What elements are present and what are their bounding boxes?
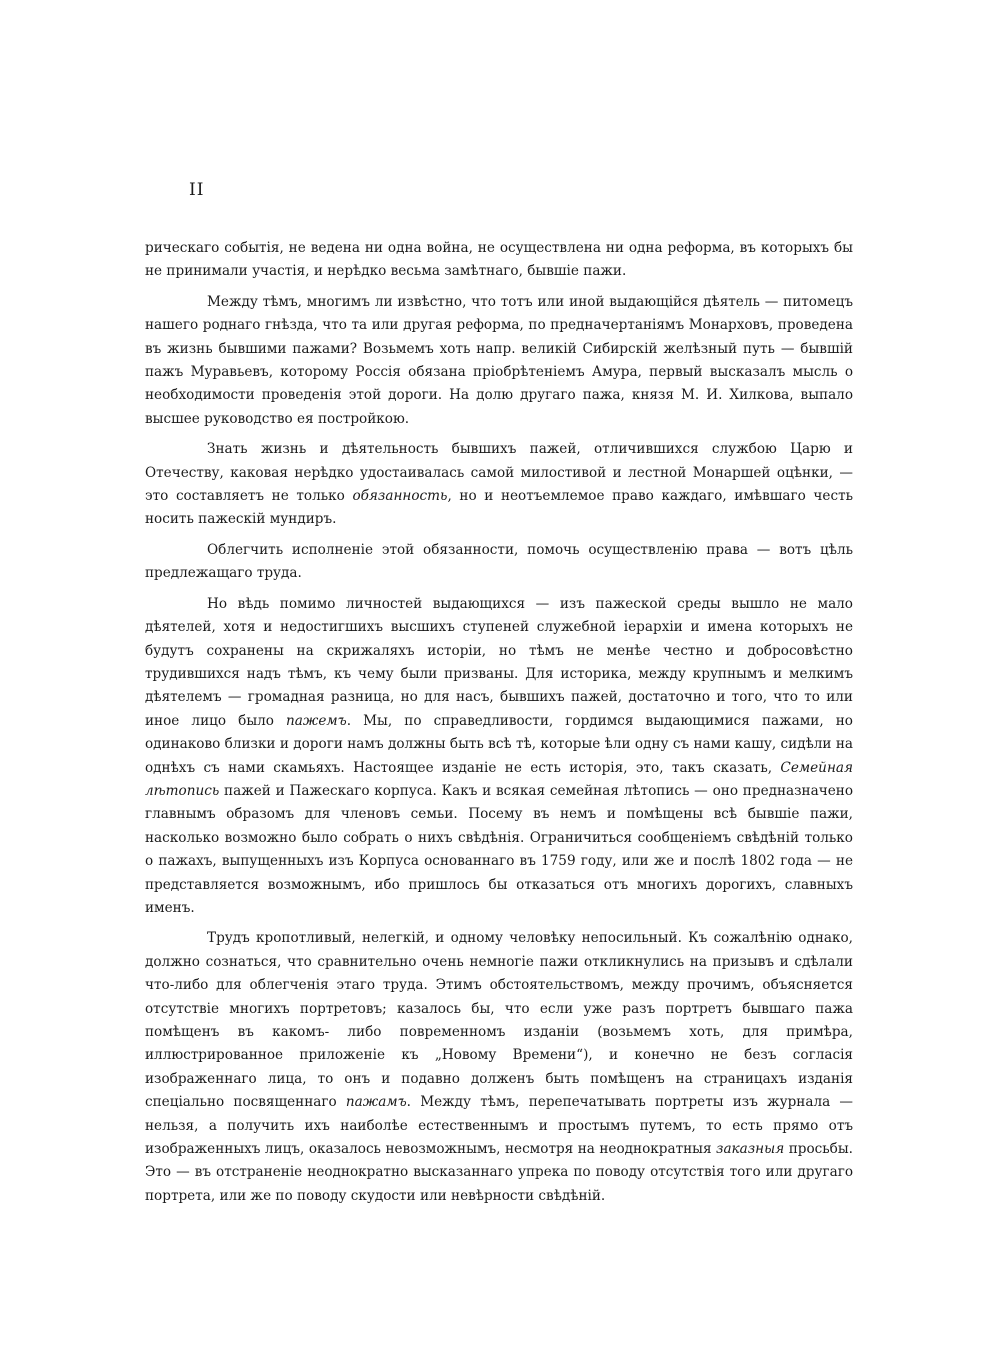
italic-term: пажемъ bbox=[286, 712, 347, 729]
body-text bbox=[145, 237, 853, 1215]
paragraph-duty bbox=[145, 438, 853, 532]
paragraph-purpose bbox=[145, 539, 853, 586]
text-run: . Между тѣмъ, перепечатывать портреты изъ журнала — нельзя, а получить ихъ наиболѣе естественнымъ и простымъ путемъ, то есть прямо отъ изображенныхъ лицъ, оказалось невозможнымъ, несмотря на неоднократныя bbox=[145, 1094, 853, 1158]
text-run: пажей и Пажескаго корпуса. Какъ и всякая семейная лѣтопись — оно предназначено главнымъ образомъ для членовъ семьи. Посему въ немъ и помѣщены всѣ бывшіе пажи, насколько возможно было собрать о нихъ свѣдѣнія. Ограничиться сообщеніемъ свѣдѣній только о пажахъ, выпущенныхъ изъ Корпуса основаннаго въ 1759 году, или же и послѣ 1802 года — не представляется возможнымъ, ибо пришлось бы отказаться отъ многихъ дорогихъ, славныхъ именъ. bbox=[145, 782, 853, 916]
paragraph-continuation bbox=[145, 237, 853, 284]
italic-term: пажамъ bbox=[345, 1094, 407, 1111]
page-number: II bbox=[189, 180, 205, 200]
text-run: Облегчить исполненіе этой обязанности, помочь осуществленію права — вотъ цѣль предлежащаго труда. bbox=[145, 541, 853, 582]
text-run: Между тѣмъ, многимъ ли извѣстно, что тотъ или иной выдающійся дѣятель — питомецъ нашего роднаго гнѣзда, что та или другая реформа, по предначертаніямъ Монарховъ, проведена въ жизнь бывшими пажами? Возьмемъ хоть напр. великій Сибирскій желѣзный путь — бывшій пажъ Муравьевъ, которому Россія обязана пріобрѣтеніемъ Амура, первый высказалъ мысль о необходимости проведенія этой дороги. На долю другаго пажа, князя М. И. Хилкова, выпало высшее руководство ея постройкою. bbox=[145, 293, 853, 427]
italic-term: обязанность bbox=[352, 488, 448, 505]
paragraph-portraits bbox=[145, 927, 853, 1208]
paragraph-family-chronicle bbox=[145, 593, 853, 921]
text-run: . Мы, по справедливости, гордимся выдающимися пажами, но одинаково близки и дороги намъ должны быть всѣ тѣ, которые ѣли одну съ нами кашу, сидѣли на однѣхъ съ нами скамьяхъ. Настоящее изданіе не есть исторія, это, такъ сказать, bbox=[145, 712, 853, 776]
text-run: рическаго событія, не ведена ни одна война, не осуществлена ни одна реформа, въ которыхъ бы не принимали участія, и нерѣдко весьма замѣтнаго, бывшіе пажи. bbox=[145, 240, 853, 280]
text-run: Но вѣдь помимо личностей выдающихся — изъ пажеской среды вышло не мало дѣятелей, хотя и недостигшихъ высшихъ ступеней служебной іерархіи и имена которыхъ не будутъ сохранены на скрижаляхъ исторіи, но тѣмъ не менѣе честно и добросовѣстно трудившихся надъ тѣмъ, къ чему были призваны. Для историка, между крупнымъ и мелкимъ дѣятелемъ — громадная разница, но для насъ, бывшихъ пажей, достаточно и того, что то или иное лицо было bbox=[145, 595, 853, 729]
text-run: Трудъ кропотливый, нелегкій, и одному человѣку непосильный. Къ сожалѣнію однако, должно сознаться, что сравнительно очень немногіе пажи откликнулись на призывъ и сдѣлали что-либо для облегченія этаго труда. Этимъ обстоятельствомъ, между прочимъ, объясняется отсутствіе многихъ портретовъ; казалось бы, что если уже разъ портретъ бывшаго пажа помѣщенъ въ какомъ- либо повременномъ изданіи (возьмемъ хоть, для примѣра, иллюстрированное приложеніе къ „Новому Времени“), и конечно не безъ согласія изображеннаго лица, то онъ и подавно долженъ быть помѣщенъ на страницахъ изданія спеціально посвященнаго bbox=[145, 930, 853, 1111]
text-run: , но и неотъемлемое право каждаго, имѣвшаго честь носить пажескій мундиръ. bbox=[145, 488, 853, 528]
paragraph-notable-pages bbox=[145, 291, 853, 431]
text-run: Знать жизнь и дѣятельность бывшихъ пажей, отличившихся службою Царю и Отечеству, каковая нерѣдко удостаивалась самой милостивой и лестной Монаршей оцѣнки, — это составляетъ не только bbox=[145, 441, 853, 505]
text-run: просьбы. Это — въ отстраненіе неоднократно высказаннаго упрека по поводу отсутствія того или другаго портрета, или же по поводу скудости или невѣрности свѣдѣній. bbox=[145, 1141, 853, 1204]
italic-term: Семейная лѣтопись bbox=[145, 759, 853, 799]
italic-term: заказныя bbox=[716, 1141, 785, 1158]
